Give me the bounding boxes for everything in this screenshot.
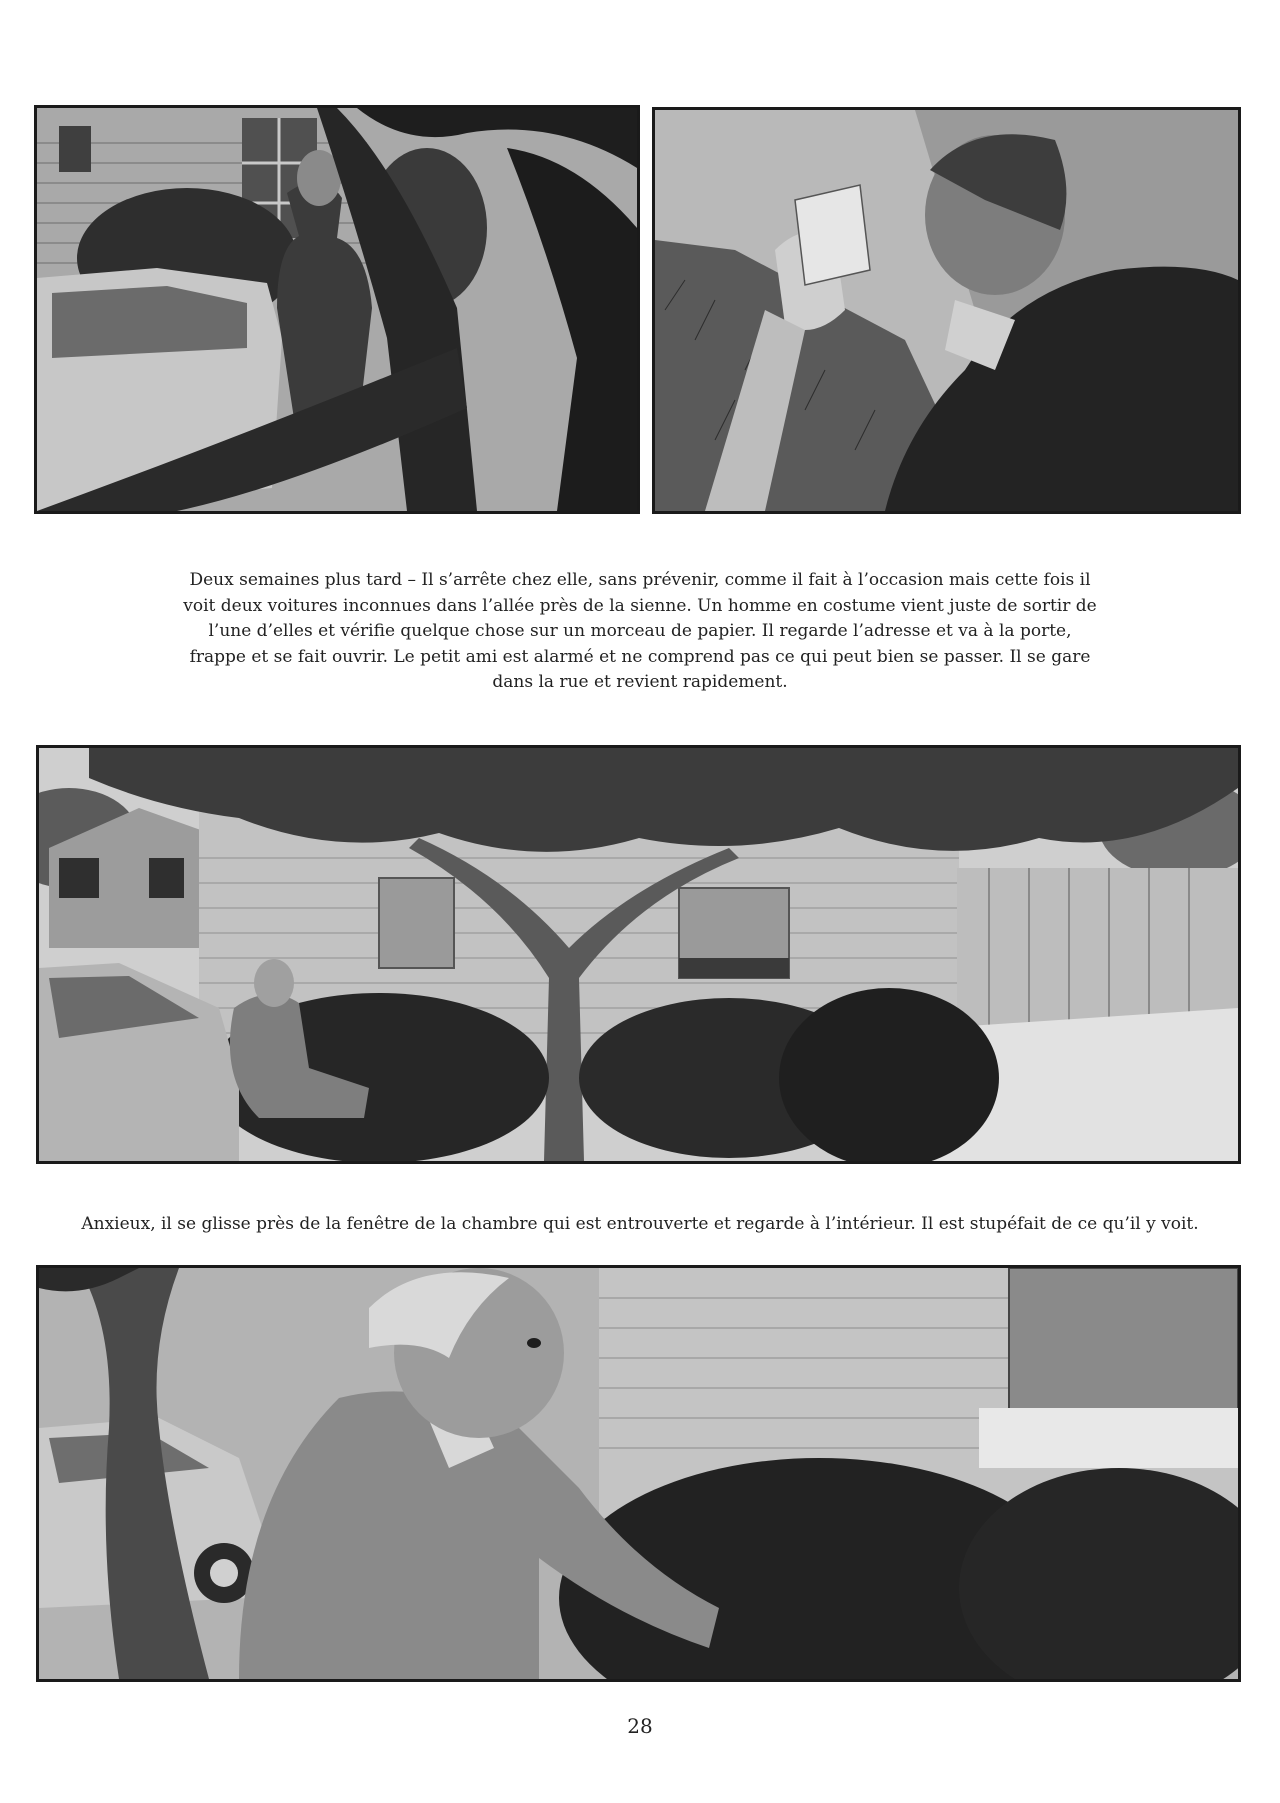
panel-man-reading-paper [652, 107, 1241, 514]
panel-man-by-car [34, 105, 640, 514]
panel-2-illustration [655, 110, 1238, 511]
caption-narration-1: Deux semaines plus tard – Il s’arrête chez elle, sans prévenir, comme il fait à l’occasion mais cette fois il voit deux voitures inconnues dans l’allée près de la sienne. Un homme en costume vient juste de sortir de l’une d’elles et vérifie quelque chose sur un morceau de papier. Il regarde l’adresse et va à la porte, frappe et se fait ouvrir. Le petit ami est alarmé et ne comprend pas ce qui peut bien se passer. Il se gare dans la rue et revient rapidement. [183, 570, 1097, 692]
panel-4-illustration [39, 1268, 1238, 1679]
panel-house-and-tree [36, 745, 1241, 1164]
panel-1-illustration [37, 108, 637, 511]
page-number: 28 [627, 1714, 653, 1738]
panel-3-illustration [39, 748, 1238, 1161]
panel-anxious-man [36, 1265, 1241, 1682]
caption-narration-2: Anxieux, il se glisse près de la fenêtre de la chambre qui est entrouverte et regarde à l’intérieur. Il est stupéfait de ce qu’il y voit. [81, 1214, 1199, 1234]
